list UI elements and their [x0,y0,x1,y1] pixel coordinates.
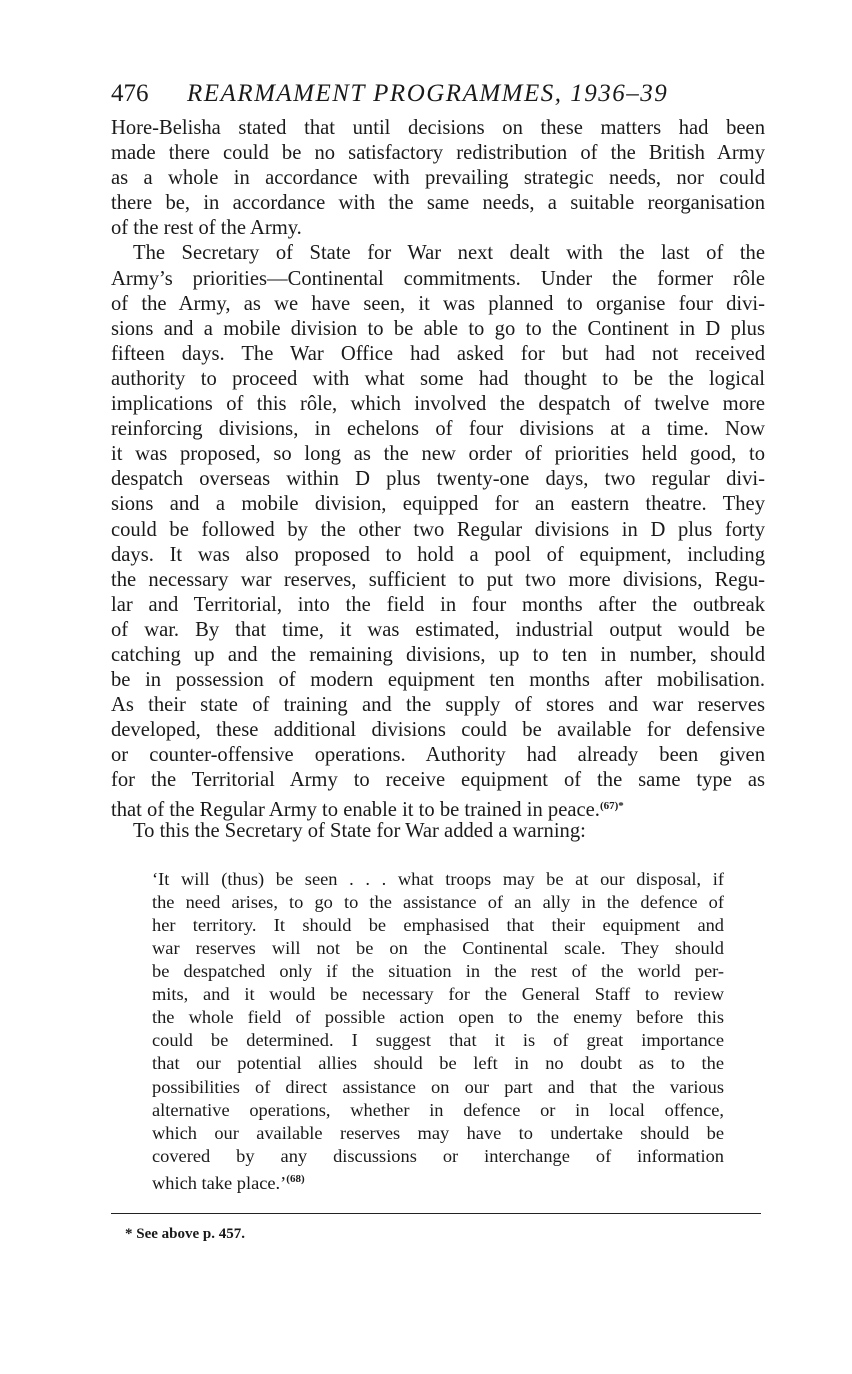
quote-line: her territory. It should be emphasised that their equipment and [152,914,724,935]
text-line: As their state of training and the supply of stores and war reserves [111,694,765,717]
quote-line: ‘It will (thus) be seen . . . what troops may be at our disposal, if [152,868,724,889]
text-line: sions and a mobile division to be able to go to the Continent in D plus [111,317,765,340]
text-line: be in possession of modern equipment ten months after mobilisation. [111,669,765,692]
running-title: REARMAMENT PROGRAMMES, 1936–39 [187,80,669,107]
text-line: of the Army, as we have seen, it was planned to organise four divi- [111,292,765,315]
text-line: The Secretary of State for War next dealt with the last of the [133,242,765,265]
quote-line: which our available reserves may have to undertake should be [152,1122,724,1143]
paragraph-3 [111,819,765,844]
text-line: days. It was also proposed to hold a pool of equipment, including [111,543,765,566]
text-line: it was proposed, so long as the new order of priorities held good, to [111,443,765,466]
text-line: reinforcing divisions, in echelons of four divisions at a time. Now [111,418,765,441]
page-number: 476 [111,80,149,107]
note-reference: (67)* [599,799,624,812]
note-reference: (68) [286,1172,305,1185]
text-line: as a whole in accordance with prevailing strategic needs, nor could [111,167,765,190]
text-line: despatch overseas within D plus twenty-one days, two regular divi- [111,468,765,491]
text-line: implications of this rôle, which involved the despatch of twelve more [111,393,765,416]
quote-line: the whole field of possible action open to the enemy before this [152,1007,724,1028]
text-line: developed, these additional divisions could be available for defensive [111,719,765,742]
text-line: made there could be no satisfactory redistribution of the British Army [111,142,765,165]
text-line-content: that of the Regular Army to enable it to be trained in peace. [111,798,600,821]
text-line: for the Territorial Army to receive equipment of the same type as [111,769,765,792]
text-line: sions and a mobile division, equipped for an eastern theatre. They [111,493,765,516]
paragraph-1 [111,116,765,241]
quote-line: possibilities of direct assistance on our part and that the various [152,1076,724,1097]
running-header [111,80,765,114]
quote-line: covered by any discussions or interchange of information [152,1145,724,1166]
quote-line-content: which take place.’ [152,1172,287,1193]
quote-line [152,1168,724,1191]
text-line: the necessary war reserves, sufficient to put two more divisions, Regu- [111,568,765,591]
text-line: of war. By that time, it was estimated, industrial output would be [111,618,765,641]
quote-line: alternative operations, whether in defence or in local offence, [152,1099,724,1120]
quote-line: be despatched only if the situation in the rest of the world per- [152,961,724,982]
quote-line: could be determined. I suggest that it is of great importance [152,1030,724,1051]
footnote-divider [111,1213,761,1214]
text-line [111,794,765,819]
text-line: To this the Secretary of State for War added a warning: [133,819,586,842]
text-line: there be, in accordance with the same needs, a suitable reorganisation [111,192,765,215]
block-quote [152,868,724,1191]
book-page [111,80,765,1243]
text-line: authority to proceed with what some had thought to be the logical [111,367,765,390]
quote-line: mits, and it would be necessary for the General Staff to review [152,984,724,1005]
text-line: catching up and the remaining divisions, up to ten in number, should [111,643,765,666]
footnote: * See above p. 457. [125,1226,245,1243]
text-line: lar and Territorial, into the field in four months after the outbreak [111,593,765,616]
quote-line: the need arises, to go to the assistance of an ally in the defence of [152,891,724,912]
text-line: could be followed by the other two Regular divisions in D plus forty [111,518,765,541]
quote-line: that our potential allies should be left in no doubt as to the [152,1053,724,1074]
text-line: Army’s priorities—Continental commitments. Under the former rôle [111,267,765,290]
text-line: fifteen days. The War Office had asked for but had not received [111,342,765,365]
text-line: or counter-offensive operations. Authority had already been given [111,744,765,767]
text-line: of the rest of the Army. [111,217,302,240]
paragraph-2 [111,241,765,821]
text-line: Hore-Belisha stated that until decisions on these matters had been [111,117,765,139]
quote-line: war reserves will not be on the Continental scale. They should [152,938,724,958]
